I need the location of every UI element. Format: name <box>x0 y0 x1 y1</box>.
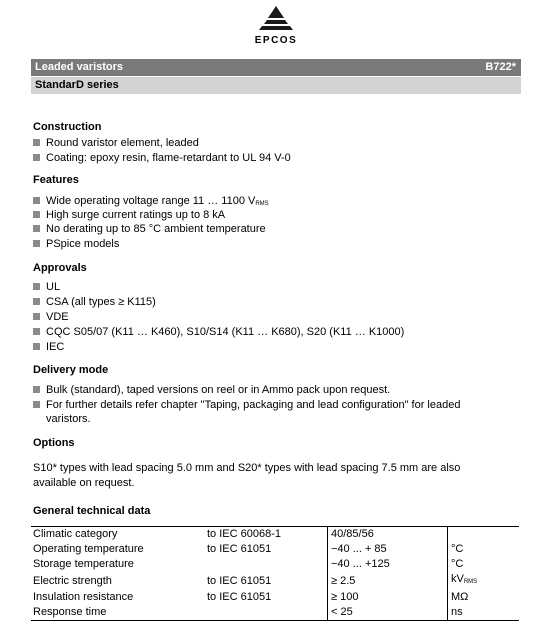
bullet-icon <box>33 139 40 146</box>
param-cell: Insulation resistance <box>33 591 134 603</box>
param-cell: Storage temperature <box>33 558 134 570</box>
unit-cell <box>448 542 520 557</box>
product-code: B722* <box>485 61 516 73</box>
list-item-text: Round varistor element, leaded <box>46 137 199 149</box>
unit-subscript: RMS <box>463 579 478 585</box>
unit-cell <box>448 557 520 572</box>
bullet-icon <box>33 401 40 408</box>
bullet-icon <box>33 313 40 320</box>
list-item-text: Coating: epoxy resin, flame-retardant to UL 94 V-0 <box>46 152 291 164</box>
standard-cell: to IEC 60068-1 <box>205 527 328 543</box>
unit-cell <box>448 572 520 590</box>
unit-text: ns <box>451 606 463 618</box>
unit-cell <box>448 527 520 543</box>
bullet-icon <box>33 328 40 335</box>
list-item <box>33 209 225 221</box>
value-cell: ≥ 100 <box>328 590 448 605</box>
standard-cell <box>205 557 328 572</box>
bullet-icon <box>33 211 40 218</box>
param-cell: Electric strength <box>33 574 112 587</box>
document-title: Leaded varistors <box>35 61 124 73</box>
list-item <box>33 326 404 338</box>
bullet-icon <box>33 240 40 247</box>
value-cell: < 25 <box>328 605 448 621</box>
list-item <box>33 195 269 207</box>
logo-text: EPCOS <box>254 35 298 46</box>
list-item <box>33 238 119 250</box>
list-item-text: IEC <box>46 341 65 353</box>
list-item <box>33 384 390 396</box>
standard-cell: to IEC 61051 <box>207 574 272 587</box>
bullet-icon <box>33 197 40 204</box>
list-item <box>33 296 156 308</box>
unit-text: kV <box>451 573 464 585</box>
list-item-text: PSpice models <box>46 238 120 250</box>
standard-cell <box>205 605 328 621</box>
unit-text: °C <box>451 558 464 570</box>
value-cell: ≥ 2.5 <box>328 572 448 590</box>
param-cell: Operating temperature <box>33 543 144 555</box>
list-item <box>33 223 266 235</box>
options-paragraph <box>33 461 503 491</box>
list-item <box>33 341 64 353</box>
list-item <box>33 152 291 164</box>
param-cell: Response time <box>31 605 205 621</box>
bullet-icon <box>33 283 40 290</box>
unit-cell <box>448 590 520 605</box>
standard-cell: to IEC 61051 <box>207 543 272 555</box>
paragraph-line: S10* types with lead spacing 5.0 mm and S20* types with lead spacing 7.5 mm are also <box>33 462 461 474</box>
rms-subscript: RMS <box>255 201 269 207</box>
bullet-icon <box>33 386 40 393</box>
series-title: StandarD series <box>35 79 119 91</box>
list-item-text: For further details refer chapter "Taping, packaging and lead configuration" for leaded <box>46 399 461 411</box>
list-item-text: UL <box>46 281 61 293</box>
value-cell: −40 ... + 85 <box>328 542 448 557</box>
table-row <box>31 590 519 605</box>
table-row <box>31 557 519 572</box>
unit-text: °C <box>451 543 464 555</box>
options-heading: Options <box>33 437 75 449</box>
paragraph-line: available on request. <box>33 477 135 489</box>
bullet-icon <box>33 225 40 232</box>
table-row <box>31 527 519 543</box>
table-row <box>31 542 519 557</box>
delivery-heading: Delivery mode <box>33 364 109 376</box>
list-item-text: CSA (all types ≥ K115) <box>46 296 156 308</box>
unit-cell <box>448 605 520 621</box>
bullet-icon <box>33 298 40 305</box>
param-cell: Climatic category <box>31 527 205 543</box>
title-bar <box>31 59 521 76</box>
value-cell: 40/85/56 <box>328 527 448 543</box>
list-item-text: VDE <box>46 311 69 323</box>
list-item <box>33 399 460 411</box>
approvals-heading: Approvals <box>33 262 87 274</box>
series-bar <box>31 77 521 94</box>
table-row <box>31 572 519 590</box>
list-item <box>33 137 199 149</box>
epcos-triangle-icon <box>256 4 296 34</box>
bullet-icon <box>33 154 40 161</box>
technical-data-heading: General technical data <box>33 505 151 517</box>
standard-cell: to IEC 61051 <box>207 591 272 603</box>
features-heading: Features <box>33 174 79 186</box>
list-item <box>33 281 60 293</box>
technical-data-table <box>31 526 519 621</box>
bullet-icon <box>33 343 40 350</box>
list-item-text: High surge current ratings up to 8 kA <box>46 209 226 221</box>
construction-heading: Construction <box>33 121 102 133</box>
list-item-text: Bulk (standard), taped versions on reel or in Ammo pack upon request. <box>46 384 391 396</box>
list-item <box>33 311 69 323</box>
value-cell: −40 ... +125 <box>328 557 448 572</box>
unit-text: MΩ <box>451 591 469 603</box>
table-row <box>31 605 519 621</box>
list-item-continuation: varistors. <box>46 413 91 425</box>
epcos-logo <box>249 4 303 50</box>
list-item-text: CQC S05/07 (K11 … K460), S10/S14 (K11 … K680), S20 (K11 … K1000) <box>46 326 405 338</box>
list-item-text: Wide operating voltage range 11 … 1100 V <box>46 195 256 207</box>
list-item-text: No derating up to 85 °C ambient temperature <box>46 223 266 235</box>
